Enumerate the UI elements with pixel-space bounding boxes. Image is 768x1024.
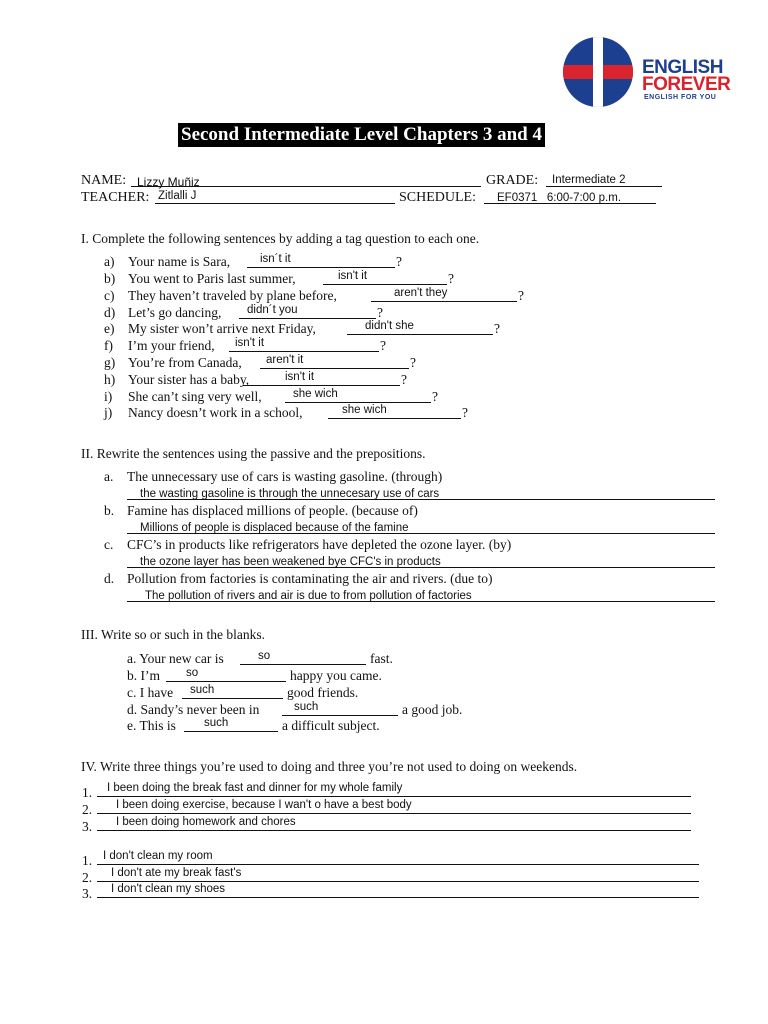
section4-answer[interactable]: I don't clean my room xyxy=(103,850,213,862)
section1-item-letter: h) xyxy=(104,372,116,387)
section3-item-text: c. I have xyxy=(127,685,174,700)
grade-value[interactable]: Intermediate 2 xyxy=(552,174,626,186)
name-value[interactable]: Lizzy Muñiz xyxy=(137,175,200,189)
section2-item-text: Famine has displaced millions of people. (because of) xyxy=(127,503,418,518)
section1-item-letter: d) xyxy=(104,305,116,320)
section1-answer[interactable]: isn't it xyxy=(285,371,315,383)
section1-item-letter: a) xyxy=(104,254,115,269)
section4-answer[interactable]: I been doing the break fast and dinner for my whole family xyxy=(107,782,403,794)
section1-answer-line xyxy=(371,301,517,302)
section1-item-letter: f) xyxy=(104,338,113,353)
section1-item-letter: j) xyxy=(104,405,113,420)
section1-question-mark: ? xyxy=(518,288,524,303)
logo-tagline: ENGLISH FOR YOU xyxy=(644,94,717,101)
section1-question-mark: ? xyxy=(462,405,468,420)
section1-answer-line xyxy=(347,334,493,335)
section1-question-mark: ? xyxy=(380,338,386,353)
section1-question-mark: ? xyxy=(410,355,416,370)
logo-emblem-icon xyxy=(563,37,633,107)
section4-answer-line xyxy=(97,830,691,831)
section1-item-letter: c) xyxy=(104,288,115,303)
section3-answer[interactable]: so xyxy=(258,650,271,662)
section3-answer[interactable]: such xyxy=(294,701,319,713)
section1-answer-line xyxy=(239,318,376,319)
section1-item-letter: i) xyxy=(104,389,113,404)
section1-item-text: My sister won’t arrive next Friday, xyxy=(128,321,316,336)
section3-answer[interactable]: such xyxy=(190,684,215,696)
section1-item-letter: b) xyxy=(104,271,116,286)
section3-item-after: a difficult subject. xyxy=(282,718,380,733)
section4-item-number: 2. xyxy=(82,870,93,885)
section1-answer[interactable]: isn´t it xyxy=(260,253,291,265)
section2-item-text: The unnecessary use of cars is wasting gasoline. (through) xyxy=(127,469,443,484)
section2-item-text: Pollution from factories is contaminating the air and rivers. (due to) xyxy=(127,571,493,586)
section4-answer[interactable]: I been doing exercise, because I wan't o have a best body xyxy=(116,799,412,811)
section4-instruction: IV. Write three things you’re used to doing and three you’re not used to doing on weekends. xyxy=(81,759,578,774)
section3-item-after: fast. xyxy=(370,651,393,666)
section3-answer[interactable]: so xyxy=(186,667,199,679)
section4-answer-line xyxy=(97,796,691,797)
section3-answer-line xyxy=(240,664,366,665)
section1-item-text: I’m your friend, xyxy=(128,338,215,353)
section1-answer-line xyxy=(260,368,409,369)
section1-item-text: Nancy doesn’t work in a school, xyxy=(128,405,303,420)
section4-item-number: 2. xyxy=(82,802,93,817)
section1-question-mark: ? xyxy=(448,271,454,286)
section4-answer[interactable]: I don't ate my break fast's xyxy=(111,867,242,879)
logo-word-forever: FOREVER xyxy=(642,74,731,95)
section1-answer-line xyxy=(229,351,379,352)
section1-answer[interactable]: she wich xyxy=(342,404,387,416)
section1-answer[interactable]: aren't they xyxy=(394,287,448,299)
teacher-label: TEACHER: xyxy=(81,190,150,205)
section4-item-number: 3. xyxy=(82,886,93,901)
section1-question-mark: ? xyxy=(401,372,407,387)
logo-word-english: ENGLISH xyxy=(642,57,723,78)
section1-item-letter: e) xyxy=(104,321,115,336)
section2-answer[interactable]: The pollution of rivers and air is due to from pollution of factories xyxy=(145,590,472,602)
section2-answer[interactable]: the ozone layer has been weakened bye CFC's in products xyxy=(140,556,441,568)
section1-answer-line xyxy=(328,418,461,419)
schedule-label: SCHEDULE: xyxy=(399,190,476,205)
section2-answer[interactable]: Millions of people is displaced because of the famine xyxy=(140,522,409,534)
section2-instruction: II. Rewrite the sentences using the passive and the prepositions. xyxy=(81,446,426,461)
section3-answer-line xyxy=(182,698,283,699)
section1-item-text: They haven’t traveled by plane before, xyxy=(128,288,337,303)
section1-item-text: Let’s go dancing, xyxy=(128,305,222,320)
section3-item-text: b. I’m xyxy=(127,668,160,683)
section3-item-after: good friends. xyxy=(287,685,359,700)
section1-answer-line xyxy=(323,284,447,285)
section1-answer[interactable]: isn't it xyxy=(235,337,265,349)
section1-item-text: Your name is Sara, xyxy=(128,254,231,269)
section2-item-letter: b. xyxy=(104,503,115,518)
section4-answer-line xyxy=(97,881,699,882)
grade-label: GRADE: xyxy=(486,173,539,188)
section4-item-number: 1. xyxy=(82,853,93,868)
section1-item-text: You went to Paris last summer, xyxy=(128,271,296,286)
section2-item-letter: a. xyxy=(104,469,114,484)
section3-item-text: a. Your new car is xyxy=(127,651,224,666)
section2-item-letter: d. xyxy=(104,571,115,586)
section1-answer[interactable]: isn't it xyxy=(338,270,368,282)
section2-answer[interactable]: the wasting gasoline is through the unnecesary use of cars xyxy=(140,488,440,500)
english-forever-logo xyxy=(556,35,748,109)
schedule-value[interactable]: EF0371 6:00-7:00 p.m. xyxy=(497,192,622,204)
section1-question-mark: ? xyxy=(494,321,500,336)
section3-answer-line xyxy=(166,681,286,682)
section1-question-mark: ? xyxy=(432,389,438,404)
section3-item-text: d. Sandy’s never been in xyxy=(127,702,260,717)
section3-item-text: e. This is xyxy=(127,718,176,733)
section1-answer-line xyxy=(285,402,431,403)
section4-answer-line xyxy=(97,864,699,865)
teacher-value[interactable]: Zitlalli J xyxy=(158,190,197,202)
section3-answer[interactable]: such xyxy=(204,717,229,729)
section4-answer-line xyxy=(97,813,691,814)
section3-item-after: a good job. xyxy=(402,702,463,717)
section1-item-text: Your sister has a baby, xyxy=(128,372,250,387)
section3-instruction: III. Write so or such in the blanks. xyxy=(81,627,266,642)
section4-item-number: 1. xyxy=(82,785,93,800)
section1-item-text: She can’t sing very well, xyxy=(128,389,262,404)
section1-item-text: You’re from Canada, xyxy=(128,355,242,370)
section3-item-after: happy you came. xyxy=(290,668,382,683)
section4-answer[interactable]: I don't clean my shoes xyxy=(111,883,226,895)
page-title: Second Intermediate Level Chapters 3 and 4 xyxy=(178,123,545,147)
section1-answer[interactable]: aren't it xyxy=(266,354,304,366)
section1-answer[interactable]: didn´t you xyxy=(247,304,298,316)
name-label: NAME: xyxy=(81,173,127,188)
section1-item-letter: g) xyxy=(104,355,116,370)
section1-instruction: I. Complete the following sentences by adding a tag question to each one. xyxy=(81,231,480,246)
section4-answer-line xyxy=(97,897,699,898)
teacher-line xyxy=(155,203,395,204)
section3-answer-line xyxy=(184,731,278,732)
section1-answer[interactable]: she wich xyxy=(293,388,338,400)
section1-answer-line xyxy=(243,385,400,386)
section4-item-number: 3. xyxy=(82,819,93,834)
section1-answer[interactable]: didn't she xyxy=(365,320,414,332)
section2-item-text: CFC’s in products like refrigerators have depleted the ozone layer. (by) xyxy=(127,537,512,552)
section4-answer[interactable]: I been doing homework and chores xyxy=(116,816,296,828)
section3-answer-line xyxy=(282,715,398,716)
section1-question-mark: ? xyxy=(396,254,402,269)
section1-answer-line xyxy=(247,267,395,268)
section1-question-mark: ? xyxy=(377,305,383,320)
section2-item-letter: c. xyxy=(104,537,114,552)
